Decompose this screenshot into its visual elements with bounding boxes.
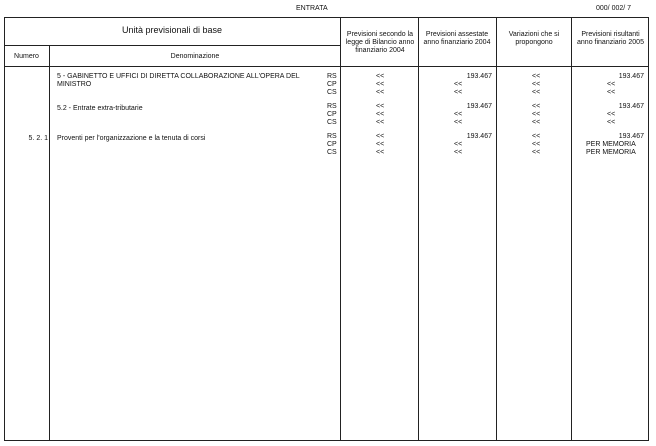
risultanti-value: << [607,81,616,88]
risultanti-value: 193.467 [618,103,644,110]
row-numero: 5. 2. 1 [28,135,48,142]
bilancio-value: << [376,149,385,156]
row-denominazione: Proventi per l'organizzazione e la tenuta di corsi [57,135,206,142]
code: CP [327,141,337,148]
table-row [4,73,649,97]
risultanti-value: << [607,111,616,118]
assestate-value: 193.467 [466,103,492,110]
col-variazioni: Variazioni che si propongono [508,31,560,46]
bilancio-value: << [376,119,385,126]
assestate-value: 193.467 [466,73,492,80]
assestate-value: << [454,111,463,118]
code: RS [327,73,337,80]
code: CP [327,111,337,118]
bilancio-value: << [376,141,385,148]
code: CS [327,89,337,96]
row-denominazione: 5 - GABINETTO E UFFICI DI DIRETTA COLLABORAZIONE ALL'OPERA DEL MINISTRO [57,73,300,88]
bilancio-value: << [376,103,385,110]
bilancio-value: << [376,133,385,140]
variazioni-value: << [532,141,541,148]
variazioni-value: << [532,81,541,88]
divider [4,45,340,46]
col-prev-risultanti: Previsioni risultanti anno finanziario 2005 [577,31,644,46]
assestate-value: << [454,149,463,156]
assestate-value: << [454,119,463,126]
col-denominazione: Denominazione [170,53,220,60]
risultanti-value: 193.467 [618,133,644,140]
code: RS [327,103,337,110]
risultanti-value: 193.467 [618,73,644,80]
code: CP [327,81,337,88]
bilancio-value: << [376,111,385,118]
bilancio-value: << [376,81,385,88]
variazioni-value: << [532,89,541,96]
code: CS [327,119,337,126]
bilancio-value: << [376,73,385,80]
bilancio-value: << [376,89,385,96]
upb-title: Unità previsionali di base [121,25,223,35]
col-prev-assestate: Previsioni assestate anno finanziario 2004 [423,31,491,46]
risultanti-value: PER MEMORIA [586,149,636,156]
col-prev-bilancio: Previsioni secondo la legge di Bilancio anno finanziario 2004 [345,31,415,54]
variazioni-value: << [532,73,541,80]
row-denominazione: 5.2 - Entrate extra-tributarie [57,105,143,112]
variazioni-value: << [532,111,541,118]
variazioni-value: << [532,103,541,110]
code: CS [327,149,337,156]
code: RS [327,133,337,140]
table-row [4,103,649,127]
col-numero: Numero [14,53,39,60]
variazioni-value: << [532,149,541,156]
risultanti-value: PER MEMORIA [586,141,636,148]
table-row [4,133,649,157]
divider [4,66,649,67]
variazioni-value: << [532,133,541,140]
assestate-value: 193.467 [466,133,492,140]
assestate-value: << [454,81,463,88]
assestate-value: << [454,89,463,96]
risultanti-value: << [607,119,616,126]
variazioni-value: << [532,119,541,126]
assestate-value: << [454,141,463,148]
section-title: ENTRATA [296,5,328,12]
page-reference: 000/ 002/ 7 [596,5,632,12]
risultanti-value: << [607,89,616,96]
